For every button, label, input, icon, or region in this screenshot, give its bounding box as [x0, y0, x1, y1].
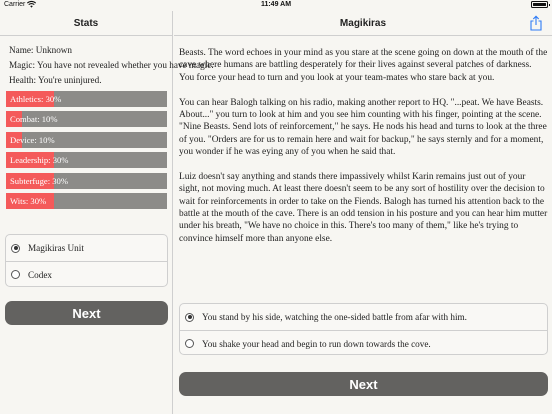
- stat-health: Health: You're uninjured.: [9, 75, 102, 85]
- story-title: Magikiras: [339, 17, 387, 29]
- carrier-label: Carrier: [4, 1, 26, 8]
- story-text: [174, 36, 552, 245]
- story-paragraph: Luiz doesn't say anything and stands there impassively whilst Karin remains just out of your sight, not moving much. At least there doesn't seem to be any sort of hostility over the decision to wait for reinforcements in order to take on the Fiends. Balogh has turned his attention back to the battle at the mouth of the cave. There is an odd tension in his posture and you can hear him mutter under his breath, "We have no choice in this. There's too many of them," like he's trying to convince himself more than anyone else.: [179, 171, 548, 244]
- stats-options: [5, 234, 168, 287]
- stat-bar-label: Device: 10%: [10, 134, 55, 145]
- stat-magic: Magic: You have not revealed whether you have magic.: [9, 60, 214, 70]
- stat-bar: [6, 132, 167, 148]
- option-magikiras-unit[interactable]: [6, 235, 167, 261]
- battery-indicator: [531, 1, 548, 8]
- choice-label: You shake your head and begin to run down towards the cove.: [202, 338, 431, 349]
- stats-next-button[interactable]: Next: [5, 301, 168, 325]
- battery-level: [533, 3, 546, 6]
- stats-title: Stats: [73, 17, 99, 29]
- stat-name: Name: Unknown: [9, 45, 73, 55]
- choice-label: You stand by his side, watching the one-sided battle from afar with him.: [202, 312, 467, 322]
- stat-bar-label: Leadership: 30%: [10, 155, 69, 166]
- stat-bar: [6, 173, 167, 189]
- radio-unselected-icon[interactable]: [185, 339, 194, 348]
- choice-stand-by-side[interactable]: [180, 304, 547, 330]
- radio-unselected-icon[interactable]: [11, 270, 20, 279]
- story-nav-bar: [174, 11, 552, 36]
- story-next-button[interactable]: Next: [179, 372, 548, 396]
- battery-icon: [531, 1, 548, 8]
- story-paragraph: You can hear Balogh talking on his radio, making another report to HQ. "...peat. We have Beasts. About..." you turn to look at him and you see him counting with his finger, pointing at the scene. "Nine Beasts. Send lots of reinforcement," he says. He nods his head and turns to look at the three of you. "Orders are for us to remain here and wait for backup," he says sternly and for a moment, you wonder if he was eying any of you when he said that.: [179, 97, 547, 158]
- stat-bar: [6, 111, 167, 127]
- story-paragraph: Beasts. The word echoes in your mind as you stare at the scene going on down at the mouth of the cave where humans are battling desperately for their lives against several patches of darkness. You force your head to turn and you look at your team-mates who stare back at you.: [179, 48, 548, 83]
- stat-bar: [6, 152, 167, 168]
- stats-nav-bar: [0, 11, 172, 36]
- stat-bar-label: Subterfuge: 30%: [10, 175, 68, 186]
- stats-panel: [0, 11, 214, 414]
- story-panel: [174, 11, 552, 414]
- stats-info: [0, 36, 214, 88]
- stat-bar: [6, 91, 167, 107]
- stat-bar-label: Wits: 30%: [10, 195, 47, 206]
- option-label: Magikiras Unit: [28, 243, 84, 253]
- choice-run-to-cove[interactable]: [180, 330, 547, 356]
- share-icon[interactable]: [529, 15, 543, 31]
- choice-options: [179, 303, 548, 355]
- stat-bar: [6, 193, 167, 209]
- radio-selected-icon[interactable]: [185, 313, 194, 322]
- stat-bars: [0, 91, 172, 209]
- stat-bar-label: Combat: 10%: [10, 114, 58, 125]
- option-codex[interactable]: [6, 261, 167, 287]
- status-bar: [0, 0, 552, 11]
- status-time: 11:49 AM: [260, 1, 292, 8]
- radio-selected-icon[interactable]: [11, 244, 20, 253]
- option-label: Codex: [28, 269, 52, 280]
- stat-bar-label: Athletics: 30%: [10, 94, 62, 104]
